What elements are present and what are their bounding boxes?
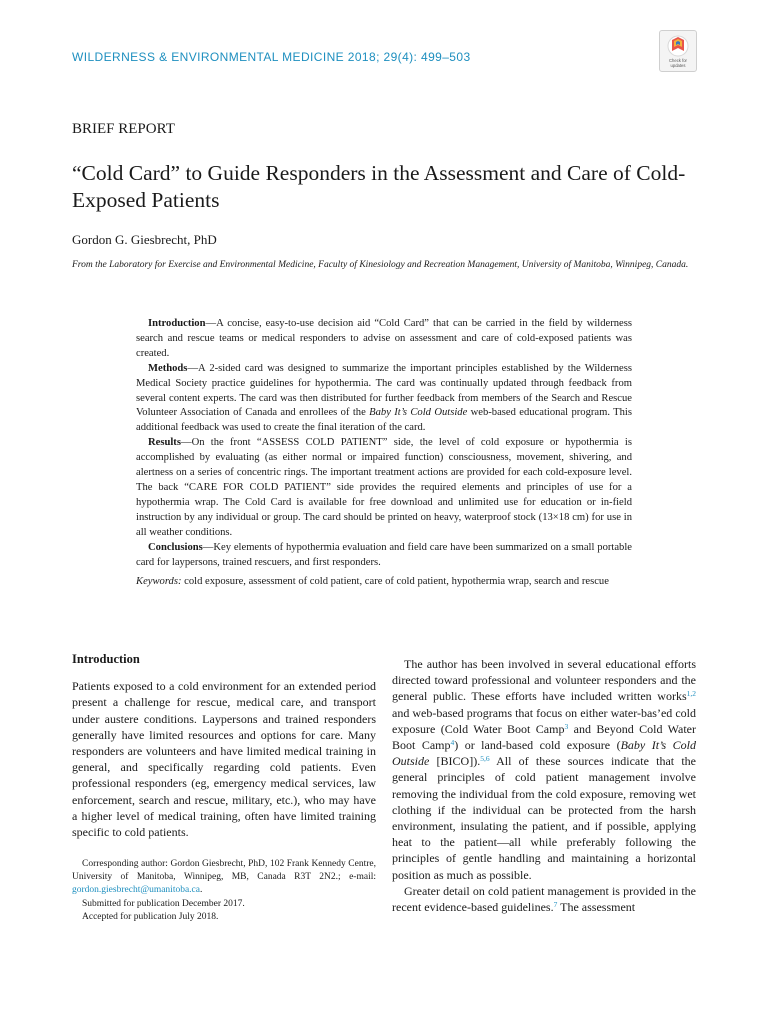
reference-link[interactable]: 1,2 — [686, 689, 696, 699]
reference-link[interactable]: 3 — [564, 721, 569, 731]
section-heading-introduction: Introduction — [72, 652, 140, 666]
body-paragraph: The author has been involved in several educational efforts directed toward professional and volunteer responders and the general public. These efforts have included written works$^{1,2}$ and web-based programs that focus on either water-bas’ed cold exposure (Cold Water Boot Camp$^3$ and Beyond Cold Water Boot Camp$^4$) or land-based cold exposure (Baby It’s Cold Outside [BICO]).$^{5,6}$ All of these sources indicate that the general principles of cold patient management involve removing the individual from the cold exposure, removing wet clothing if the individual can be protected from the harsh environment, insulating the patient, and if possible, applying heat to the patient—all while preferably following the principles of gentle handling and maintaining a horizontal position as much as possible. — [392, 657, 696, 882]
abstract-label: Methods — [148, 362, 188, 374]
abstract-results: Results—On the front “ASSESS COLD PATIENT” side, the level of cold exposure or hypothermia is accomplished by evaluating (as either normal or impaired function) consciousness, movement, shivering, and alertness on a series of concentric rings. The important treatment actions are provided for each cold-exposure level. The back “CARE FOR COLD PATIENT” side provides the required elements and principles of use for a hypothermia wrap. The Cold Card is available for free download and unlimited use for education or in-field instruction by any individual or group. The card should be printed on heavy, waterproof stock (13×18 cm) for use in all weather conditions. — [136, 437, 632, 538]
article-title: “Cold Card” to Guide Responders in the Assessment and Care of Cold-Exposed Patients — [72, 161, 686, 212]
body-right-column — [392, 656, 696, 915]
journal-header: WILDERNESS & ENVIRONMENTAL MEDICINE 2018; 29(4): 499–503 — [72, 50, 471, 64]
author-name: Gordon G. Giesbrecht, PhD — [72, 232, 217, 247]
reference-link[interactable]: 4 — [450, 738, 455, 748]
section-type: BRIEF REPORT — [72, 121, 175, 137]
abstract-label: Introduction — [148, 318, 206, 329]
author-affiliation: From the Laboratory for Exercise and Environmental Medicine, Faculty of Kinesiology and Recreation Management, University of Manitoba, Winnipeg, Canada. — [72, 260, 689, 270]
email-link[interactable]: gordon.giesbrecht@umanitoba.ca — [72, 885, 200, 896]
submitted-date: Submitted for publication December 2017. — [82, 898, 245, 909]
abstract-methods: Methods—A 2-sided card was designed to summarize the important principles established by the Wilderness Medical Society practice guidelines for hypothermia. The card was continually updated through feedback from several content experts. The card was then distributed for further feedback from members of the Search and Rescue Volunteer Association of Canada and enrollees of the Baby It’s Cold Outside web-based educational program. This additional feedback was used to create the final iteration of the card. — [136, 362, 632, 434]
body-paragraph: Patients exposed to a cold environment for an extended period present a challenge for rescue, medical care, and transport under austere conditions. Laypersons and trained responders generally have limited resources and options for care. Many responders are volunteers and have limited medical training in general, and specifically regarding cold patients. Even professional responders (eg, emergency medical services, law enforcement, search and rescue, military, etc.), who may have a higher level of medical training, often have limited training specific to cold patients. — [72, 679, 376, 840]
abstract — [136, 317, 632, 590]
body-paragraph: Greater detail on cold patient management is provided in the recent evidence-based guidelines.$^7$ The assessment — [392, 883, 696, 915]
keywords: Keywords: cold exposure, assessment of cold patient, care of cold patient, hypothermia wrap, search and rescue — [136, 576, 609, 588]
svg-text:Check for: Check for — [669, 58, 687, 63]
check-for-updates-badge[interactable] — [659, 30, 697, 72]
check-for-updates-icon — [660, 31, 696, 71]
svg-text:updates: updates — [670, 63, 686, 68]
reference-link[interactable]: 5,6 — [480, 754, 490, 764]
abstract-introduction: Introduction—A concise, easy-to-use decision aid “Cold Card” that can be carried in the field by wilderness search and rescue teams or medical responders to advise on assessment and care of cold-exposed patients was created. — [136, 318, 632, 359]
correspondence-footnote — [72, 858, 376, 924]
body-left-column — [72, 651, 376, 840]
corresponding-author: Corresponding author: Gordon Giesbrecht, PhD, 102 Frank Kennedy Centre, University of Manitoba, Winnipeg, MB, Canada R3T 2N2.; e-mail: gordon.giesbrecht@umanitoba.ca. — [72, 859, 376, 896]
abstract-label: Conclusions — [148, 541, 203, 553]
accepted-date: Accepted for publication July 2018. — [82, 911, 219, 922]
reference-link[interactable]: 7 — [553, 900, 558, 910]
abstract-conclusions: Conclusions—Key elements of hypothermia evaluation and field care have been summarized on a small portable card for laypersons, trained rescuers, and first responders. — [136, 541, 632, 568]
abstract-label: Results — [148, 437, 181, 449]
